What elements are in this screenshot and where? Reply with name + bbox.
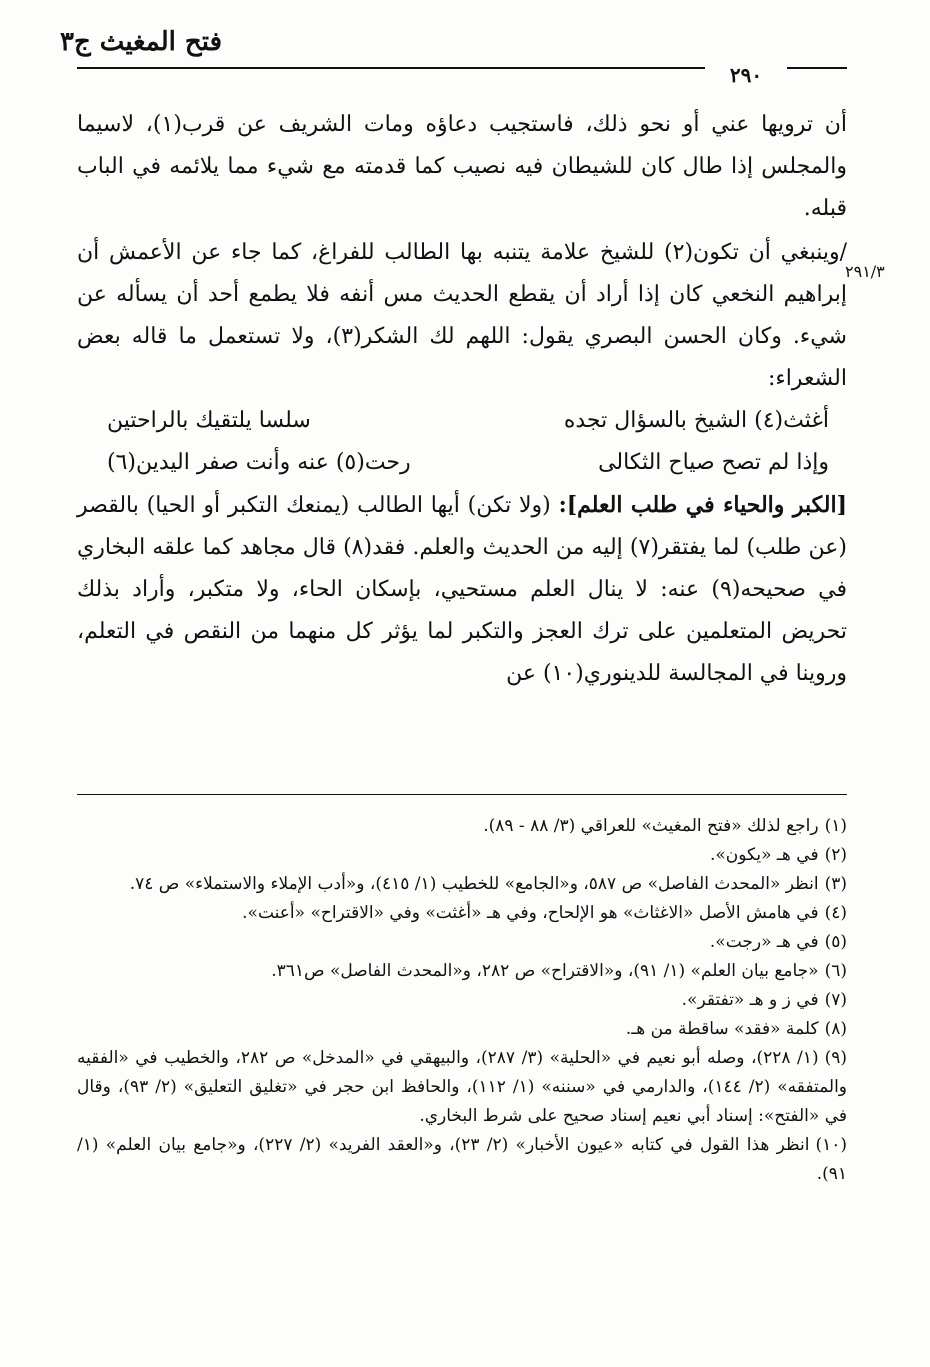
footnote-2 (77, 841, 847, 870)
paragraph-2: /وينبغي أن تكون(٢) للشيخ علامة يتنبه بها الطالب للفراغ، كما جاء عن الأعمش أن إبراهيم النخعي كان إذا أراد أن يقطع الحديث مس أنفه فلا يطمع أحد أن يسأله عن شيء. وكان الحسن البصري يقول: اللهم لك الشكر(٣)، ولا تستعمل ما قاله بعض الشعراء: (77, 240, 848, 391)
poem-verses (77, 400, 847, 484)
main-text (77, 104, 847, 695)
margin-reference: ٢٩١/٣ (845, 262, 885, 281)
footnote-9 (77, 1044, 847, 1131)
footnote-text: انظر هذا القول في كتابه «عيون الأخبار» (٢/ ٢٣)، و«العقد الفريد» (٢/ ٢٢٧)، و«جامع بيان العلم» (١/ ٩١). (77, 1135, 847, 1184)
footnote-separator (77, 794, 847, 795)
footnote-text: في هامش الأصل «الاغثاث» هو الإلحاح، وفي هـ «أغثت» وفي «الاقتراح» «أعنت». (242, 903, 819, 923)
footnote-number: (٢) (824, 845, 847, 865)
footnote-number: (٧) (824, 990, 847, 1010)
paragraph-3 (77, 484, 847, 695)
footnote-text: راجع لذلك «فتح المغيث» للعراقي (٣/ ٨٨ - ٨٩). (483, 816, 819, 836)
footnote-1 (77, 812, 847, 841)
paragraph-1: أن ترويها عني أو نحو ذلك، فاستجيب دعاؤه ومات الشريف عن قرب(١)، لاسيما والمجلس إذا طال كان للشيطان فيه نصيب كما قدمته مع شيء مما يلائمه في الباب قبله. (77, 112, 847, 221)
footnote-number: (٩) (824, 1048, 847, 1068)
footnote-text: (١/ ٢٢٨)، وصله أبو نعيم في «الحلية» (٣/ ٢٨٧)، والبيهقي في «المدخل» ص ٢٨٢، والخطيب في «الفقيه والمتفقه» (٢/ ١٤٤)، والدارمي في «سننه» (١/ ١١٢)، والحافظ ابن حجر في «تغليق التعليق» (٢/ ٩٣)، وقال في «الفتح»: إسناد أبي نعيم إسناد صحيح على شرط البخاري. (77, 1048, 848, 1126)
footnote-text: في هـ «رجت». (709, 932, 819, 952)
footnote-text: «جامع بيان العلم» (١/ ٩١)، و«الاقتراح» ص ٢٨٢، و«المحدث الفاصل» ص٣٦١. (271, 961, 819, 981)
footnote-text: انظر «المحدث الفاصل» ص ٥٨٧، و«الجامع» للخطيب (١/ ٤١٥)، و«أدب الإملاء والاستملاء» ص ٧٤. (129, 874, 819, 894)
footnote-number: (٨) (824, 1019, 847, 1039)
page-number-box (705, 60, 787, 90)
verse-2-first-hemistich: وإذا لم تصح صياح الثكالى (598, 450, 829, 475)
footnotes (77, 812, 847, 1189)
footnote-7 (77, 986, 847, 1015)
paragraph-3-text: (ولا تكن) أيها الطالب (يمنعك التكبر أو الحيا) بالقصر (عن طلب) لما يفتقر(٧) إليه من الحديث والعلم. فقد(٨) قال مجاهد كما علقه البخاري في صحيحه(٩) عنه: لا ينال العلم مستحيي، بإسكان الحاء، ولا متكبر، وأراد بذلك تحريض المتعلمين على ترك العجز والتكبر لما يؤثر كل منهما من النقص في التعلم، وروينا في المجالسة للدينوري(١٠) عن (77, 493, 848, 686)
verse-line-1 (77, 400, 847, 442)
footnote-number: (٥) (824, 932, 847, 952)
verse-2-second-hemistich: رحت(٥) عنه وأنت صفر اليدين(٦) (107, 450, 411, 475)
footnote-number: (٤) (824, 903, 847, 923)
verse-1-second-hemistich: سلسا يلتقيك بالراحتين (107, 408, 311, 433)
footnote-10 (77, 1131, 847, 1189)
footnote-4 (77, 899, 847, 928)
footnote-3 (77, 870, 847, 899)
footnote-text: في هـ «يكون». (709, 845, 819, 865)
footnote-number: (١٠) (815, 1135, 847, 1155)
verse-line-2 (77, 442, 847, 484)
page-number: ٢٩٠ (729, 63, 763, 87)
footnote-5 (77, 928, 847, 957)
footnote-8 (77, 1015, 847, 1044)
footnote-number: (١) (824, 816, 847, 836)
section-heading: [الكبر والحياء في طلب العلم]: (558, 492, 848, 518)
footnote-text: كلمة «فقد» ساقطة من هـ. (625, 1019, 819, 1039)
footnote-6 (77, 957, 847, 986)
footnote-number: (٣) (824, 874, 847, 894)
running-header-title: فتح المغيث ج٣ (59, 27, 222, 57)
footnote-text: في ز و هـ «تفتقر». (681, 990, 819, 1010)
verse-1-first-hemistich: أغثث(٤) الشيخ بالسؤال تجده (563, 408, 829, 433)
footnote-number: (٦) (824, 961, 847, 981)
